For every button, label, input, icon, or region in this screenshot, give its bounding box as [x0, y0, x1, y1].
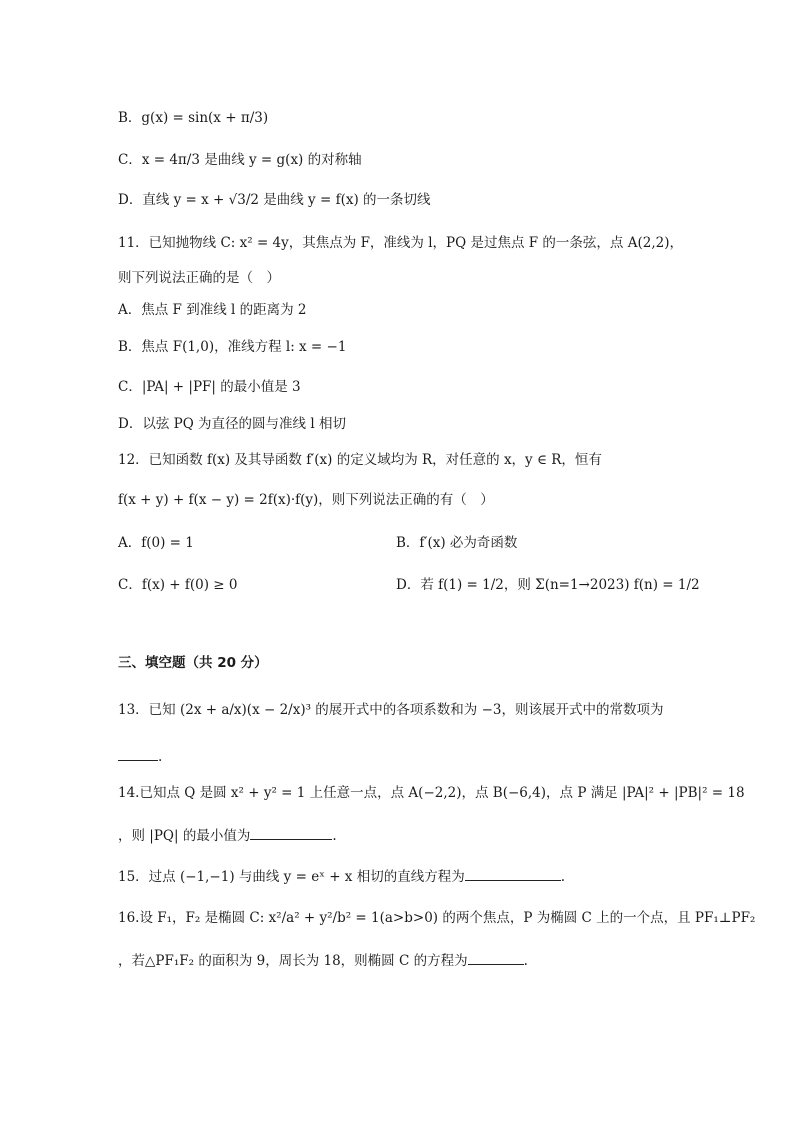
question-line-q14-cont: [118, 825, 337, 846]
question-line-q11-cont: [118, 268, 280, 288]
question-line-q11: [118, 233, 683, 253]
line-text: A．焦点 F 到准线 l 的距离为 2: [118, 302, 307, 318]
question-line-q12-a: [118, 533, 194, 553]
answer-blank: [250, 825, 332, 840]
question-line-q13: [118, 700, 664, 720]
question-line-q11-b: [118, 337, 346, 357]
line-text: C．f(x) + f(0) ≥ 0: [118, 577, 238, 593]
line-text: .: [158, 749, 163, 765]
question-line-q14: [118, 783, 745, 803]
question-line-q11-a: [118, 300, 306, 320]
line-text: B．焦点 F(1,0)，准线方程 l: x = −1: [118, 339, 347, 355]
line-text: ，则 |PQ| 的最小值为: [118, 828, 251, 844]
question-line-q16: [118, 908, 755, 928]
question-line-q12: [118, 450, 602, 470]
question-line-q12-cont: [118, 490, 494, 510]
question-line-q13-cont: [118, 746, 162, 767]
line-text: 13．已知 (2x + a/x)(x − 2/x)³ 的展开式中的各项系数和为 −3，则该展开式中的常数项为: [118, 702, 664, 718]
question-line-q11-c: [118, 377, 301, 397]
answer-blank: [468, 950, 524, 965]
line-text: f(x + y) + f(x − y) = 2f(x)·f(y)，则下列说法正确的有（ ）: [118, 492, 494, 508]
question-line-q10-c: [118, 150, 362, 170]
answer-blank: [465, 866, 561, 881]
line-text: D．若 f(1) = 1/2，则 Σ(n=1→2023) f(n) = 1/2: [396, 577, 700, 593]
line-text: C．|PA| + |PF| 的最小值是 3: [118, 379, 301, 395]
question-line-q16-cont: [118, 950, 528, 971]
line-text: ，若△PF₁F₂ 的面积为 9，周长为 18，则椭圆 C 的方程为: [118, 953, 468, 969]
question-line-q12-c: [118, 575, 237, 595]
line-text: D．以弦 PQ 为直径的圆与准线 l 相切: [118, 416, 346, 432]
question-line-q10-d: [118, 190, 431, 210]
line-text: 14.已知点 Q 是圆 x² + y² = 1 上任意一点，点 A(−2,2)，点 B(−6,4)，点 P 满足 |PA|² + |PB|² = 18: [118, 785, 745, 801]
line-text: 11．已知抛物线 C: x² = 4y，其焦点为 F，准线为 l，PQ 是过焦点 F 的一条弦，点 A(2,2)，: [118, 235, 683, 251]
line-text: 则下列说法正确的是（ ）: [118, 270, 280, 286]
question-line-q11-d: [118, 414, 346, 434]
question-line-q12-b: [396, 533, 517, 553]
question-line-q12-d: [396, 575, 700, 595]
question-line-q10-b: [118, 108, 268, 128]
answer-blank: [118, 746, 158, 761]
line-text: A．f(0) = 1: [118, 535, 194, 551]
line-suffix: .: [523, 953, 528, 969]
line-text: C．x = 4π/3 是曲线 y = g(x) 的对称轴: [118, 152, 362, 168]
line-text: B．f′(x) 必为奇函数: [396, 535, 518, 551]
line-text: B．g(x) = sin(x + π/3): [118, 110, 269, 126]
line-suffix: .: [332, 828, 337, 844]
question-line-q15: [118, 866, 565, 887]
line-text: 12．已知函数 f(x) 及其导函数 f′(x) 的定义域均为 R，对任意的 x，y ∈ R，恒有: [118, 452, 602, 468]
line-text: 15．过点 (−1,−1) 与曲线 y = eˣ + x 相切的直线方程为: [118, 869, 465, 885]
line-suffix: .: [560, 869, 566, 885]
line-text: D．直线 y = x + √3/2 是曲线 y = f(x) 的一条切线: [118, 192, 431, 208]
line-text: 三、填空题（共 20 分）: [118, 655, 268, 671]
section-heading: [118, 653, 268, 673]
line-text: 16.设 F₁，F₂ 是椭圆 C: x²/a² + y²/b² = 1(a>b>0) 的两个焦点，P 为椭圆 C 上的一个点，且 PF₁⊥PF₂: [118, 910, 756, 926]
